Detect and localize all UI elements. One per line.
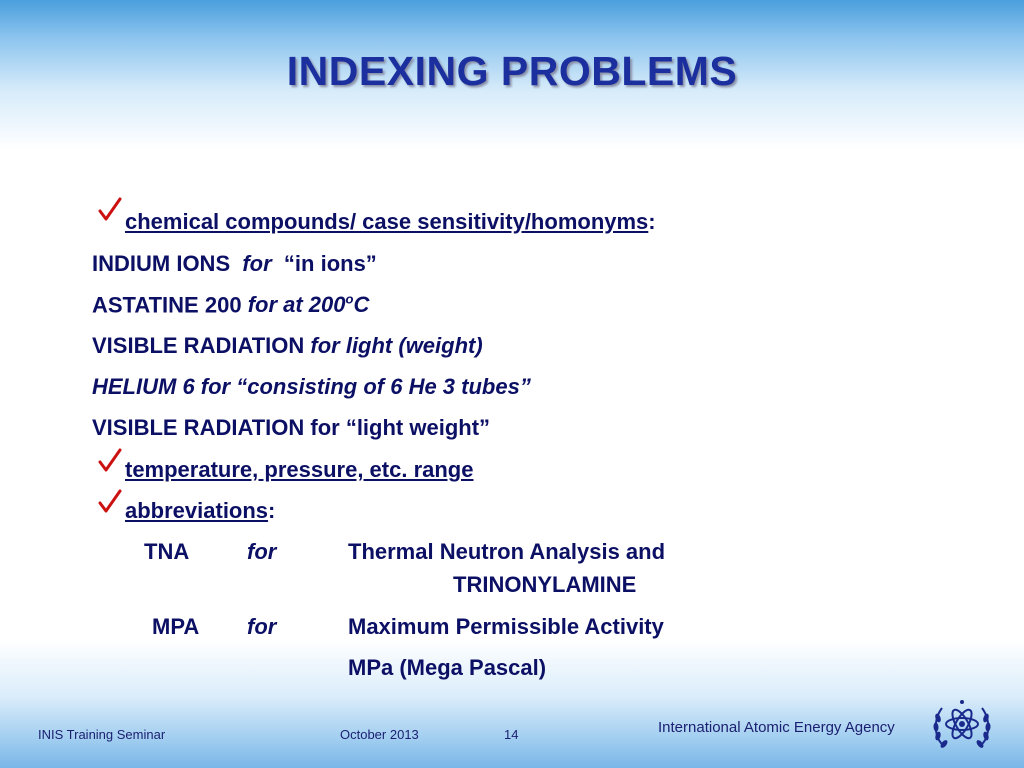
bullet-chemical — [125, 209, 656, 235]
example-visible-1-term: VISIBLE RADIATION — [92, 333, 305, 358]
example-astatine-term: ASTATINE 200 — [92, 292, 242, 318]
abbrev-tna-meaning-2: TRINONYLAMINE — [453, 572, 637, 597]
footer-agency: International Atomic Energy Agency — [658, 719, 895, 736]
bullet-temperature-label: temperature, pressure, etc. range — [125, 457, 474, 482]
bullet-chemical-label: chemical compounds/ case sensitivity/homonyms — [125, 209, 649, 234]
example-indium-text: “in ions” — [283, 251, 377, 276]
abbrev-mpa: MPA — [152, 614, 200, 639]
example-indium-for: for — [242, 251, 272, 276]
example-astatine — [92, 292, 369, 318]
example-helium: HELIUM 6 for “consisting of 6 He 3 tubes” — [92, 374, 531, 399]
example-visible-1-text: for light (weight) — [310, 333, 483, 358]
example-astatine-for: for at 200 — [247, 292, 346, 318]
example-astatine-sup: o — [345, 292, 354, 307]
abbrev-mpa-for: for — [247, 614, 277, 639]
abbrev-mpa-meaning: Maximum Permissible Activity — [348, 614, 664, 639]
bullet-abbreviations-suffix: : — [268, 498, 276, 523]
abbrev-mpa-meaning-2: MPa (Mega Pascal) — [348, 655, 547, 680]
example-indium-term: INDIUM IONS — [92, 251, 231, 276]
footer-date: October 2013 — [340, 727, 419, 742]
check-mark-icon — [98, 447, 122, 473]
footer-page-number: 14 — [504, 727, 519, 742]
bullet-abbreviations — [125, 498, 275, 524]
abbrev-tna: TNA — [144, 539, 190, 564]
example-visible-2: VISIBLE RADIATION for “light weight” — [92, 415, 491, 440]
example-astatine-unit: C — [353, 292, 370, 318]
check-mark-icon — [98, 196, 122, 222]
abbrev-tna-for: for — [247, 539, 277, 564]
check-mark-icon — [98, 488, 122, 514]
iaea-logo — [930, 694, 994, 756]
slide-title: INDEXING PROBLEMS — [286, 48, 738, 94]
bullet-chemical-suffix: : — [648, 209, 656, 234]
bullet-abbreviations-label: abbreviations — [125, 498, 269, 523]
footer-seminar: INIS Training Seminar — [38, 727, 166, 742]
bullet-temperature — [125, 457, 473, 483]
example-visible-1 — [92, 333, 483, 359]
abbrev-tna-meaning: Thermal Neutron Analysis and — [348, 539, 666, 564]
example-indium — [92, 251, 377, 277]
